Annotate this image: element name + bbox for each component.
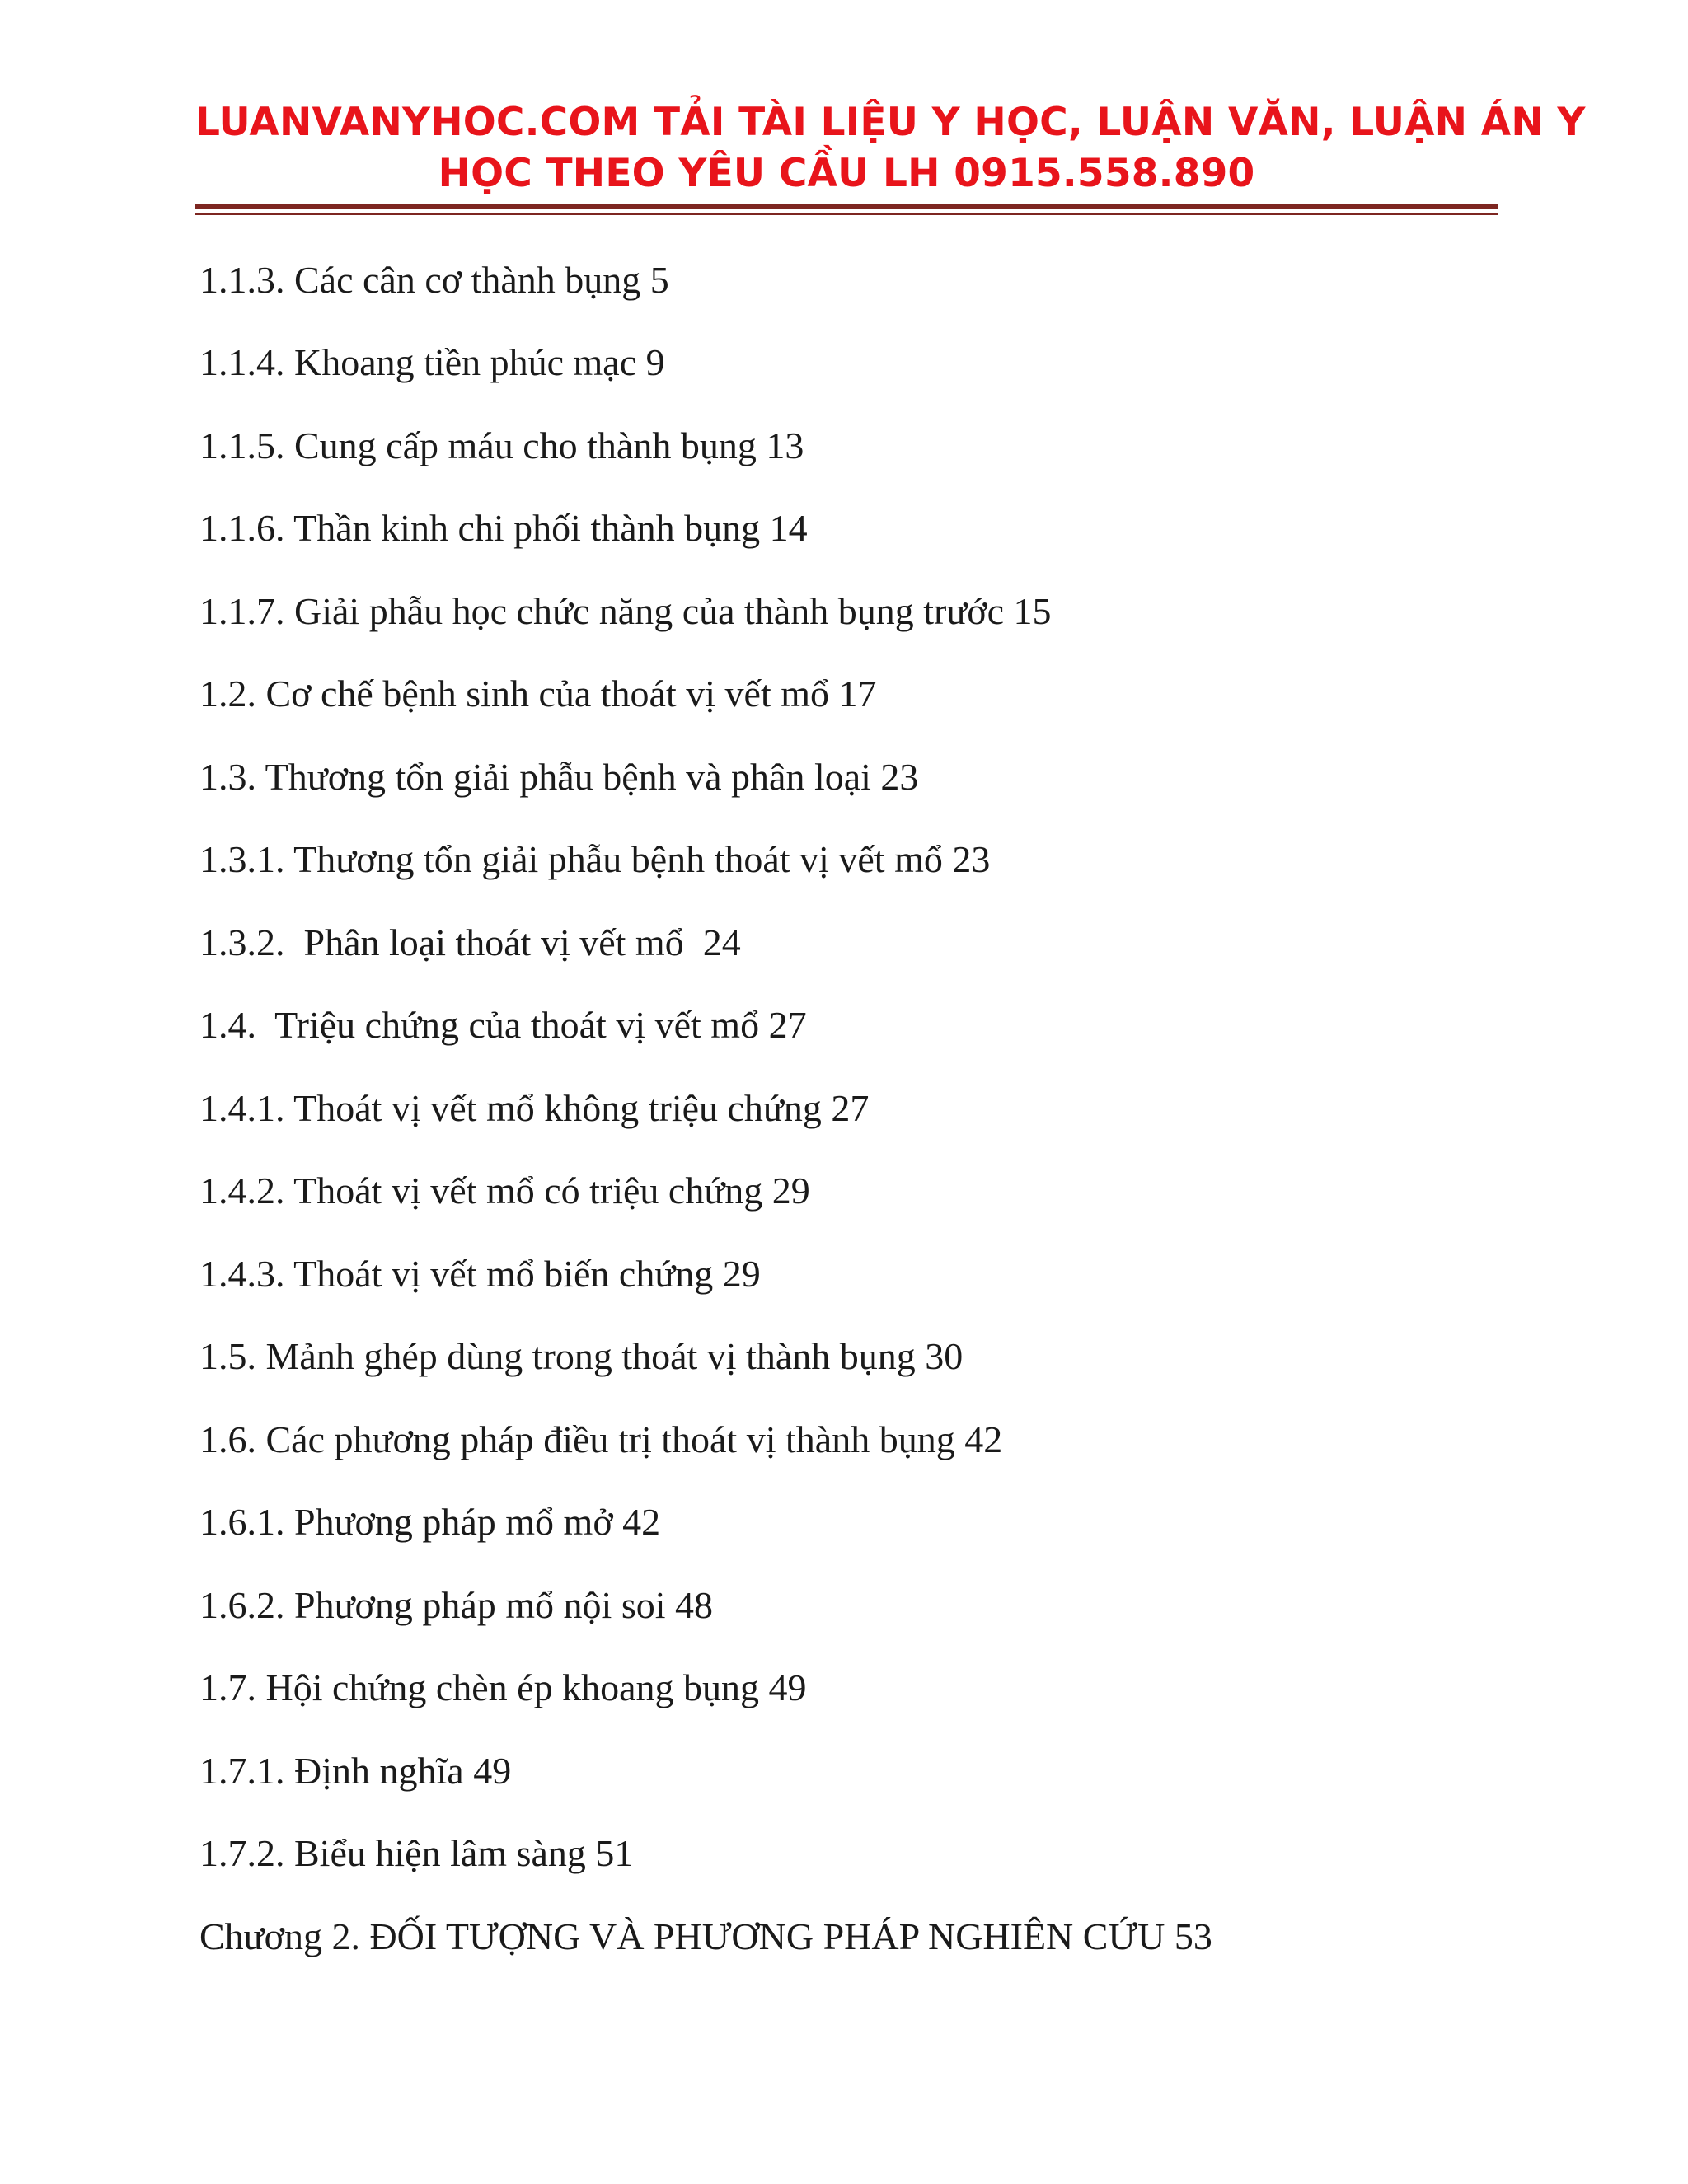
toc-item: 1.4.3. Thoát vị vết mổ biến chứng 29 [199, 1253, 761, 1295]
toc-item: 1.7. Hội chứng chèn ép khoang bụng 49 [199, 1666, 807, 1708]
toc-item: 1.7.1. Định nghĩa 49 [199, 1750, 512, 1792]
toc-item: 1.4.1. Thoát vị vết mổ không triệu chứng 27 [199, 1087, 870, 1129]
toc-item: 1.6.1. Phương pháp mổ mở 42 [199, 1501, 661, 1543]
header-line-1: LUANVANYHOC.COM TẢI TÀI LIỆU Y HỌC, LUẬN VĂN, LUẬN ÁN Y [195, 100, 1586, 145]
toc-item: 1.1.7. Giải phẫu học chức năng của thành bụng trước 15 [199, 590, 1052, 632]
toc-item: 1.3.1. Thương tổn giải phẫu bệnh thoát vị vết mổ 23 [199, 838, 991, 880]
toc-item: 1.2. Cơ chế bệnh sinh của thoát vị vết mổ 17 [199, 673, 877, 715]
toc-item: 1.3. Thương tổn giải phẫu bệnh và phân loại 23 [199, 756, 919, 798]
toc-item: 1.4.2. Thoát vị vết mổ có triệu chứng 29 [199, 1169, 810, 1212]
header-rule-thin [195, 213, 1498, 215]
toc-item: 1.1.5. Cung cấp máu cho thành bụng 13 [199, 424, 804, 466]
toc-item: 1.4. Triệu chứng của thoát vị vết mổ 27 [199, 1004, 807, 1046]
toc-item: 1.7.2. Biểu hiện lâm sàng 51 [199, 1832, 634, 1874]
page-header [195, 97, 1586, 199]
header-line-2: HỌC THEO YÊU CẦU LH 0915.558.890 [438, 151, 1255, 196]
toc-item: 1.6.2. Phương pháp mổ nội soi 48 [199, 1584, 713, 1626]
toc-item: 1.1.6. Thần kinh chi phối thành bụng 14 [199, 507, 808, 549]
toc-item: 1.1.3. Các cân cơ thành bụng 5 [199, 259, 669, 301]
toc-item: 1.6. Các phương pháp điều trị thoát vị thành bụng 42 [199, 1418, 1003, 1460]
toc-item: 1.1.4. Khoang tiền phúc mạc 9 [199, 341, 665, 383]
toc-item: 1.5. Mảnh ghép dùng trong thoát vị thành bụng 30 [199, 1335, 964, 1377]
header-rule-thick [195, 204, 1498, 209]
toc-item: Chương 2. ĐỐI TƯỢNG VÀ PHƯƠNG PHÁP NGHIÊN CỨU 53 [199, 1915, 1212, 1957]
toc-item: 1.3.2. Phân loại thoát vị vết mổ 24 [199, 921, 741, 963]
